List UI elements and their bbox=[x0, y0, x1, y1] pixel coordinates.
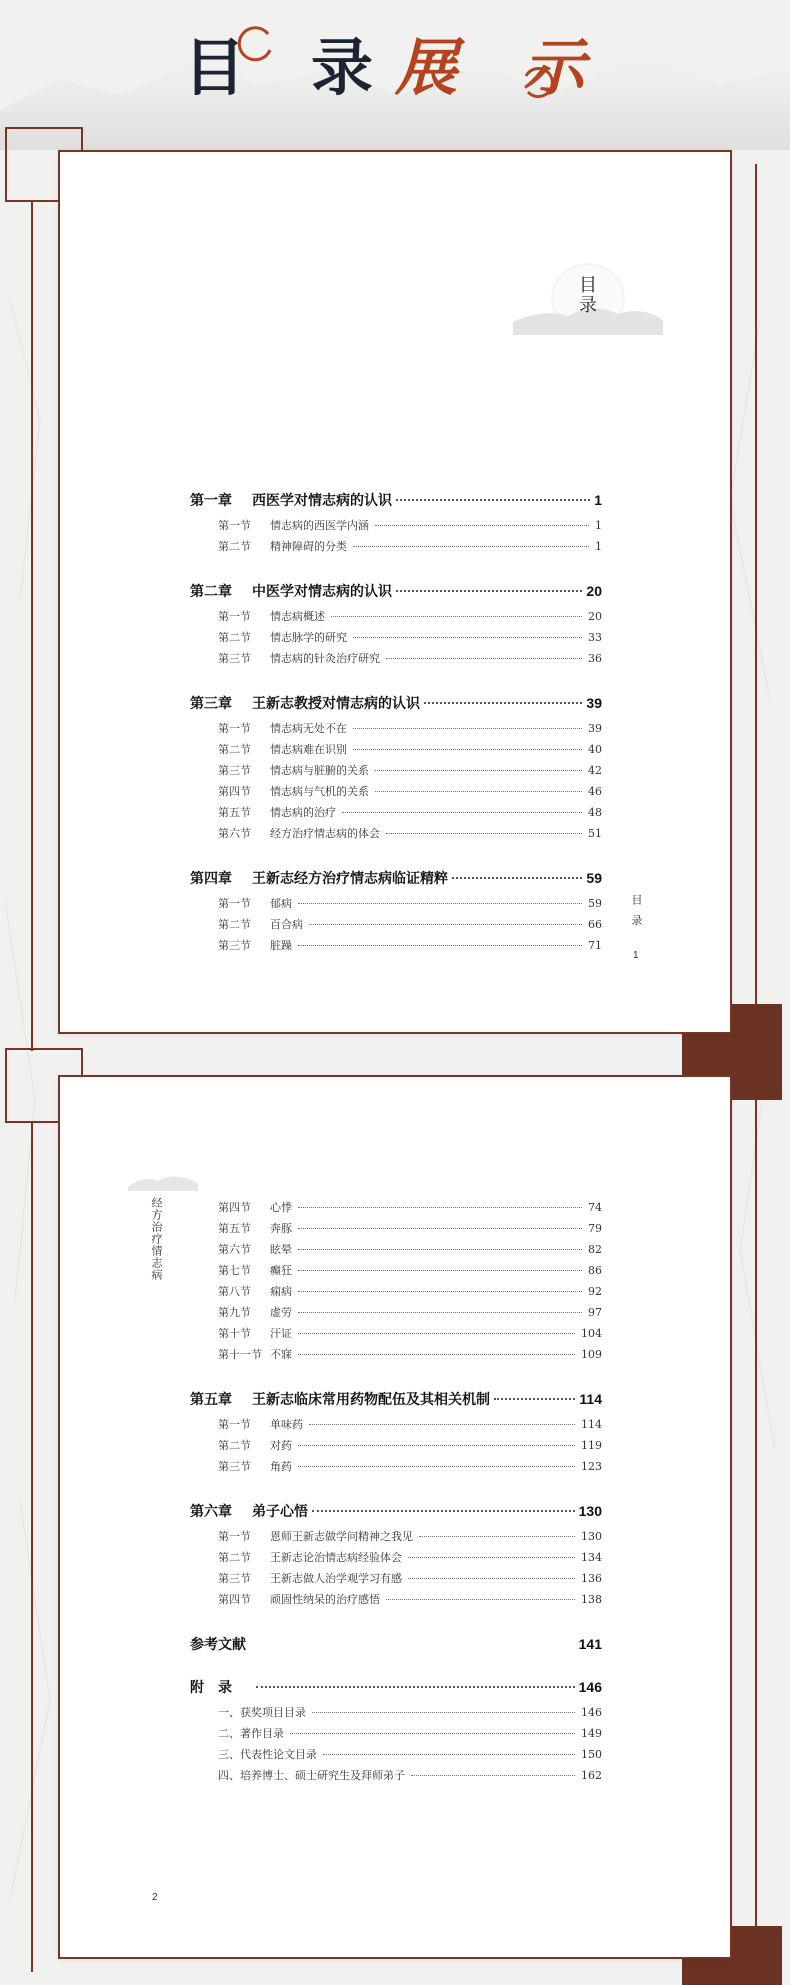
toc-chapter[interactable]: 第一章 西医学对情志病的认识 1 bbox=[190, 492, 602, 508]
page-1-side-label: 目 录 bbox=[630, 894, 643, 929]
frame-left-vertical-line bbox=[31, 201, 33, 1051]
toc-chapter[interactable]: 第四章 王新志经方治疗情志病临证精粹 59 bbox=[190, 870, 602, 886]
toc-page-2 bbox=[58, 1075, 732, 1959]
frame-left-vertical-line-2 bbox=[31, 1122, 33, 1972]
toc-chapter-references[interactable]: 参考文献 141 bbox=[190, 1636, 602, 1652]
ornament-ring-right-icon bbox=[520, 62, 560, 102]
toc-section[interactable]: 第一节 情志病概述 20 bbox=[218, 610, 602, 623]
toc-badge-title bbox=[576, 276, 600, 316]
toc-section[interactable]: 第九节 虚劳 97 bbox=[218, 1306, 602, 1319]
page-2-side-label: 经方治疗情志病 bbox=[150, 1197, 163, 1281]
toc-section[interactable]: 第一节 情志病无处不在 39 bbox=[218, 722, 602, 735]
toc-section[interactable]: 第四节 情志病与气机的关系 46 bbox=[218, 785, 602, 798]
toc-section[interactable]: 二、著作目录 149 bbox=[218, 1727, 602, 1740]
ornament-ring-left-icon bbox=[232, 24, 276, 68]
toc-section[interactable]: 三、代表性论文目录 150 bbox=[218, 1748, 602, 1761]
toc-section[interactable]: 第二节 精神障碍的分类 1 bbox=[218, 540, 602, 553]
toc-section[interactable]: 第三节 脏躁 71 bbox=[218, 939, 602, 952]
page-header-title bbox=[0, 18, 790, 107]
toc-chapter[interactable]: 第三章 王新志教授对情志病的认识 39 bbox=[190, 695, 602, 711]
toc-chapter[interactable]: 第二章 中医学对情志病的认识 20 bbox=[190, 583, 602, 599]
header-title-part2: 展 示 bbox=[395, 31, 607, 104]
toc-section[interactable]: 第四节 心悸 74 bbox=[218, 1201, 602, 1214]
frame-right-vertical-line-2 bbox=[755, 1080, 757, 1960]
toc-section[interactable]: 第五节 奔豚 79 bbox=[218, 1222, 602, 1235]
toc-section[interactable]: 第一节 情志病的西医学内涵 1 bbox=[218, 519, 602, 532]
toc-chapter[interactable]: 第五章 王新志临床常用药物配伍及其相关机制 114 bbox=[190, 1391, 602, 1407]
toc-section[interactable]: 第五节 情志病的治疗 48 bbox=[218, 806, 602, 819]
toc-section[interactable]: 第七节 癫狂 86 bbox=[218, 1264, 602, 1277]
toc-section[interactable]: 第三节 情志病与脏腑的关系 42 bbox=[218, 764, 602, 777]
toc-page-1 bbox=[58, 150, 732, 1034]
toc-section[interactable]: 第十节 汗证 104 bbox=[218, 1327, 602, 1340]
toc-section[interactable]: 第一节 单味药 114 bbox=[218, 1418, 602, 1431]
toc-section[interactable]: 第二节 情志病难在识别 40 bbox=[218, 743, 602, 756]
toc-section[interactable]: 第一节 郁病 59 bbox=[218, 897, 602, 910]
badge-char-2: 录 bbox=[579, 295, 597, 316]
frame-right-vertical-line bbox=[755, 164, 757, 1044]
page-1-number: 1 bbox=[633, 950, 639, 961]
toc-section[interactable]: 第二节 对药 119 bbox=[218, 1439, 602, 1452]
toc-section[interactable]: 第二节 百合病 66 bbox=[218, 918, 602, 931]
toc-section[interactable]: 第十一节 不寐 109 bbox=[218, 1348, 602, 1361]
toc-section[interactable]: 一、获奖项目目录 146 bbox=[218, 1706, 602, 1719]
toc-list-page-1 bbox=[190, 468, 602, 958]
toc-section[interactable]: 第一节 恩师王新志做学问精神之我见 130 bbox=[218, 1530, 602, 1543]
toc-section[interactable]: 第三节 王新志做人治学观学习有感 136 bbox=[218, 1572, 602, 1585]
mountain-mist-icon bbox=[128, 1165, 198, 1191]
toc-section[interactable]: 第四节 顽固性纳呆的治疗感悟 138 bbox=[218, 1593, 602, 1606]
toc-section[interactable]: 第六节 眩晕 82 bbox=[218, 1243, 602, 1256]
toc-section[interactable]: 第三节 角药 123 bbox=[218, 1460, 602, 1473]
toc-chapter-appendix[interactable]: 附 录 146 bbox=[190, 1679, 602, 1695]
toc-section[interactable]: 第三节 情志病的针灸治疗研究 36 bbox=[218, 652, 602, 665]
toc-section[interactable]: 第二节 情志脉学的研究 33 bbox=[218, 631, 602, 644]
toc-section[interactable]: 第二节 王新志论治情志病经验体会 134 bbox=[218, 1551, 602, 1564]
badge-char-1: 目 bbox=[579, 275, 597, 296]
header-title-part1: 目 录 bbox=[183, 31, 395, 104]
toc-section[interactable]: 第六节 经方治疗情志病的体会 51 bbox=[218, 827, 602, 840]
toc-list-page-2 bbox=[190, 1199, 602, 1788]
toc-section[interactable]: 四、培养博士、硕士研究生及拜师弟子 162 bbox=[218, 1769, 602, 1782]
toc-section[interactable]: 第八节 痫病 92 bbox=[218, 1285, 602, 1298]
toc-chapter[interactable]: 第六章 弟子心悟 130 bbox=[190, 1503, 602, 1519]
page-2-number: 2 bbox=[152, 1892, 158, 1903]
